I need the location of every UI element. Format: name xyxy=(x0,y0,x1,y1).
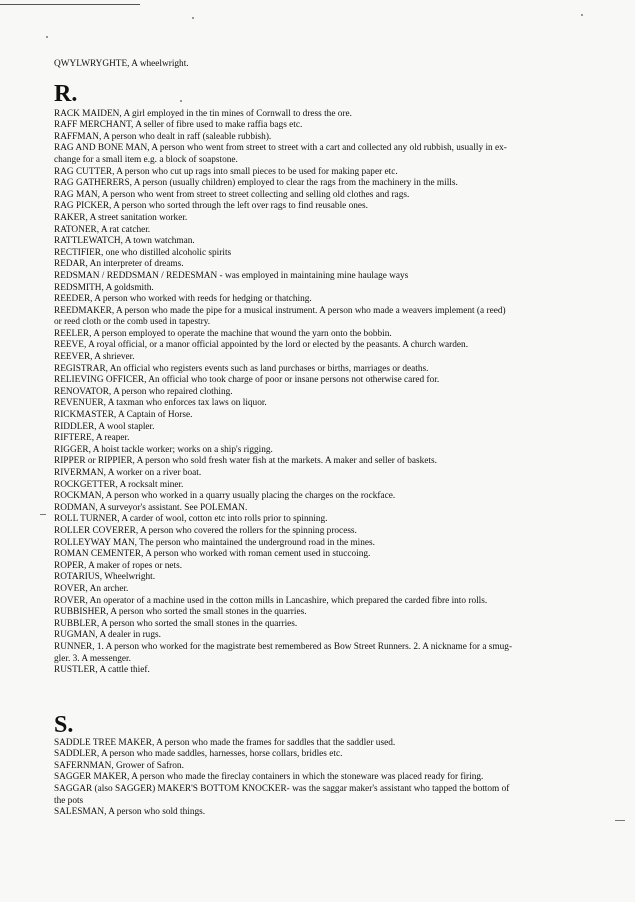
glossary-entry: RAKER, A street sanitation worker. xyxy=(54,212,188,223)
top-rule xyxy=(0,4,140,5)
glossary-entry: RECTIFIER, one who distilled alcoholic spirits xyxy=(54,247,232,258)
scan-speck xyxy=(192,17,194,19)
entry-list-s xyxy=(54,738,614,819)
glossary-entry: the pots xyxy=(54,795,84,806)
glossary-entry: REVENUER, A taxman who enforces tax laws on liquor. xyxy=(54,398,267,409)
glossary-entry: REDAR, An interpreter of dreams. xyxy=(54,259,184,270)
glossary-entry: REELER, A person employed to operate the machine that wound the yarn onto the bobbin. xyxy=(54,328,392,339)
pre-entry-list xyxy=(54,59,614,71)
glossary-entry: ROCKGETTER, A rocksalt miner. xyxy=(54,479,184,490)
section-heading-s: S. xyxy=(54,711,74,738)
scan-speck xyxy=(46,36,48,38)
entry-list-r xyxy=(54,109,614,677)
glossary-entry: REEDER, A person who worked with reeds for hedging or thatching. xyxy=(54,294,312,305)
glossary-entry: QWYLWRYGHTE, A wheelwright. xyxy=(54,59,189,69)
glossary-entry: RUGMAN, A dealer in rugs. xyxy=(54,630,161,641)
glossary-entry: SADDLER, A person who made saddles, harnesses, horse collars, bridles etc. xyxy=(54,749,343,760)
glossary-entry: RUSTLER, A cattle thief. xyxy=(54,665,150,676)
glossary-entry: REDSMAN / REDDSMAN / REDESMAN - was employed in maintaining mine haulage ways xyxy=(54,270,409,281)
glossary-entry: RUBBLER, A person who sorted the small stones in the quarries. xyxy=(54,618,298,629)
glossary-entry: ROPER, A maker of ropes or nets. xyxy=(54,560,183,571)
glossary-entry: RENOVATOR, A person who repaired clothing. xyxy=(54,386,233,397)
glossary-entry: REGISTRAR, An official who registers events such as land purchases or births, marriages or deaths. xyxy=(54,363,429,374)
glossary-entry: REEVER, A shriever. xyxy=(54,352,135,363)
glossary-entry: RIFTERE, A reaper. xyxy=(54,433,130,444)
glossary-entry: ROMAN CEMENTER, A person who worked with roman cement used in stuccoing. xyxy=(54,549,371,560)
glossary-entry: RICKMASTER, A Captain of Horse. xyxy=(54,410,193,421)
glossary-entry: SAGGER MAKER, A person who made the fireclay containers in which the stoneware was placed ready for firing. xyxy=(54,772,484,783)
glossary-entry: RAG CUTTER, A person who cut up rags into small pieces to be used for making paper etc. xyxy=(54,166,398,177)
glossary-entry: ROVER, An operator of a machine used in the cotton mills in Lancashire, which prepared the carded fibre into rolls. xyxy=(54,595,488,606)
glossary-entry: REDSMITH, A goldsmith. xyxy=(54,282,154,293)
glossary-entry: RAG PICKER, A person who sorted through the left over rags to find reusable ones. xyxy=(54,201,368,212)
glossary-entry: RUBBISHER, A person who sorted the small stones in the quarries. xyxy=(54,607,307,618)
glossary-entry: RAG GATHERERS, A person (usually children) employed to clear the rags from the machinery in the mills. xyxy=(54,178,458,189)
glossary-entry: REEVE, A royal official, or a manor official appointed by the lord or elected by the peasants. A church warden. xyxy=(54,340,469,351)
glossary-entry: SAGGAR (also SAGGER) MAKER'S BOTTOM KNOCKER- was the saggar maker's assistant who tapped the bottom of xyxy=(54,784,510,795)
glossary-entry: RAFF MERCHANT, A seller of fibre used to make raffia bags etc. xyxy=(54,120,303,131)
glossary-entry: ROLLER COVERER, A person who covered the rollers for the spinning process. xyxy=(54,525,357,536)
glossary-entry: ROVER, An archer. xyxy=(54,583,129,594)
glossary-entry: gler. 3. A messenger. xyxy=(54,653,131,664)
glossary-entry: ROTARIUS, Wheelwright. xyxy=(54,572,156,583)
glossary-entry: REEDMAKER, A person who made the pipe for a musical instrument. A person who made a weavers implement (a reed) xyxy=(54,305,506,316)
glossary-entry: change for a small item e.g. a block of soapstone. xyxy=(54,154,238,165)
scan-speck xyxy=(581,14,583,16)
glossary-entry: RIDDLER, A wool stapler. xyxy=(54,421,155,432)
glossary-entry: RACK MAIDEN, A girl employed in the tin mines of Cornwall to dress the ore. xyxy=(54,108,352,119)
glossary-entry: RATTLEWATCH, A town watchman. xyxy=(54,236,195,247)
document-body xyxy=(54,59,614,819)
glossary-entry: RIPPER or RIPPIER, A person who sold fresh water fish at the markets. A maker and seller of baskets. xyxy=(54,456,437,467)
glossary-entry: RIGGER, A hoist tackle worker; works on a ship's rigging. xyxy=(54,444,273,455)
glossary-entry: RAFFMAN, A person who dealt in raff (saleable rubbish). xyxy=(54,131,272,142)
scan-speck xyxy=(615,820,625,821)
scan-speck xyxy=(40,514,46,515)
glossary-entry: SALESMAN, A person who sold things. xyxy=(54,807,206,818)
glossary-entry: RAG AND BONE MAN, A person who went from street to street with a cart and collected any old rubbish, usually in ex- xyxy=(54,143,507,154)
glossary-entry: ROLLEYWAY MAN, The person who maintained the underground road in the mines. xyxy=(54,537,375,548)
glossary-entry: RAG MAN, A person who went from street to street collecting and selling old clothes and rags. xyxy=(54,189,410,200)
glossary-entry: SADDLE TREE MAKER, A person who made the frames for saddles that the saddler used. xyxy=(54,737,396,748)
glossary-entry: RUNNER, 1. A person who worked for the magistrate best remembered as Bow Street Runners. 2. A nickname for a smug- xyxy=(54,641,513,652)
glossary-entry: RATONER, A rat catcher. xyxy=(54,224,151,235)
glossary-entry: ROLL TURNER, A carder of wool, cotton etc into rolls prior to spinning. xyxy=(54,514,328,525)
glossary-entry: or reed cloth or the comb used in tapestry. xyxy=(54,317,211,328)
glossary-entry: ROCKMAN, A person who worked in a quarry usually placing the charges on the rockface. xyxy=(54,491,396,502)
section-heading-r: R. xyxy=(54,80,78,107)
glossary-entry: RODMAN, A surveyor's assistant. See POLEMAN. xyxy=(54,502,248,513)
glossary-entry: SAFERNMAN, Grower of Safron. xyxy=(54,760,184,771)
glossary-entry: RELIEVING OFFICER, An official who took charge of poor or insane persons not otherwise cared for. xyxy=(54,375,440,386)
glossary-entry: RIVERMAN, A worker on a river boat. xyxy=(54,468,202,478)
